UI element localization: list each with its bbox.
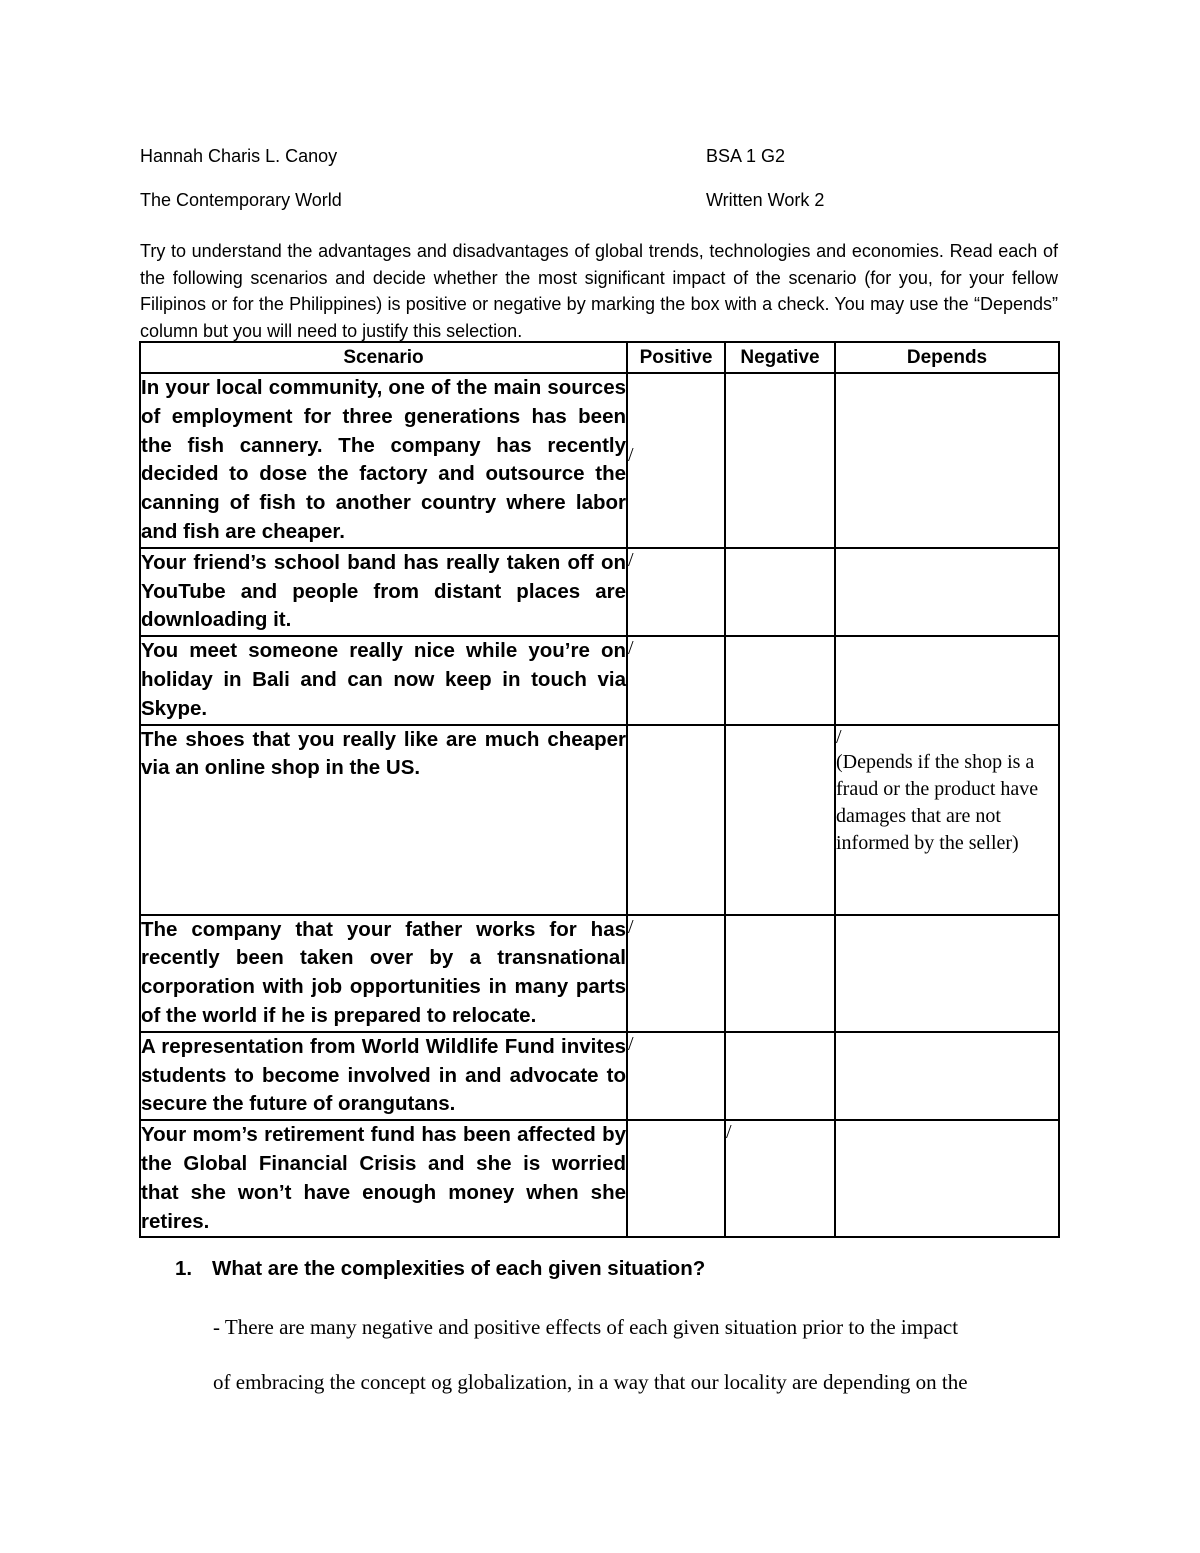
positive-cell bbox=[627, 1120, 725, 1237]
header-positive: Positive bbox=[627, 342, 725, 373]
depends-mark: / bbox=[836, 725, 842, 748]
scenario-cell: A representation from World Wildlife Fund invites students to become involved in and advocate to secure the future of orangutans. bbox=[140, 1032, 627, 1120]
scenario-cell: You meet someone really nice while you’re on holiday in Bali and can now keep in touch via Skype. bbox=[140, 636, 627, 724]
positive-cell bbox=[627, 725, 725, 915]
negative-cell bbox=[725, 548, 835, 636]
student-name: Hannah Charis L. Canoy bbox=[140, 146, 338, 166]
header-scenario: Scenario bbox=[140, 342, 627, 373]
question-1 bbox=[175, 1257, 705, 1281]
table-row bbox=[140, 548, 1059, 636]
positive-cell: / bbox=[627, 548, 725, 636]
scenario-cell: Your mom’s retirement fund has been affected by the Global Financial Crisis and she is worried that she won’t have enough money when she retires. bbox=[140, 1120, 627, 1237]
scenario-cell: The company that your father works for has recently been taken over by a transnational corporation with job opportunities in many parts of the world if he is prepared to relocate. bbox=[140, 915, 627, 1032]
depends-cell bbox=[835, 915, 1059, 1032]
table-row bbox=[140, 636, 1059, 724]
scenario-table bbox=[139, 341, 1060, 1238]
table-header-row bbox=[140, 342, 1059, 373]
negative-cell bbox=[725, 725, 835, 915]
course-title: The Contemporary World bbox=[140, 190, 342, 210]
answer-line-2: of embracing the concept og globalization, in a way that our locality are depending on the bbox=[213, 1370, 968, 1394]
scenario-cell: The shoes that you really like are much cheaper via an online shop in the US. bbox=[140, 725, 627, 915]
depends-cell bbox=[835, 548, 1059, 636]
work-title: Written Work 2 bbox=[706, 190, 825, 210]
negative-cell: / bbox=[725, 1120, 835, 1237]
depends-cell bbox=[835, 1120, 1059, 1237]
positive-cell: / bbox=[627, 915, 725, 1032]
student-section: BSA 1 G2 bbox=[706, 146, 786, 166]
header-negative: Negative bbox=[725, 342, 835, 373]
depends-cell bbox=[835, 373, 1059, 548]
answer-line-1: - There are many negative and positive effects of each given situation prior to the impact bbox=[213, 1315, 959, 1339]
scenario-cell: In your local community, one of the main sources of employment for three generations has been the fish cannery. The company has recently decided to dose the factory and outsource the canning of fish to another country where labor and fish are cheaper. bbox=[140, 373, 627, 548]
table-row bbox=[140, 725, 1059, 915]
table-row bbox=[140, 1120, 1059, 1237]
depends-cell bbox=[835, 636, 1059, 724]
table-row bbox=[140, 373, 1059, 548]
negative-cell bbox=[725, 636, 835, 724]
positive-cell: / bbox=[627, 373, 725, 548]
depends-note: (Depends if the shop is a fraud or the product have damages that are not informed by the seller) bbox=[836, 750, 1039, 854]
positive-cell: / bbox=[627, 636, 725, 724]
table-row bbox=[140, 915, 1059, 1032]
header-depends: Depends bbox=[835, 342, 1059, 373]
negative-cell bbox=[725, 915, 835, 1032]
question-text: What are the complexities of each given situation? bbox=[212, 1257, 706, 1280]
negative-cell bbox=[725, 1032, 835, 1120]
table-row bbox=[140, 1032, 1059, 1120]
instructions-paragraph: Try to understand the advantages and disadvantages of global trends, technologies and economies. Read each of the following scenarios and decide whether the most significant impact of the scenario (for you, for your fellow Filipinos or for the Philippines) is positive or negative by marking the box with a check. You may use the “Depends” column but you will need to justify this selection. bbox=[140, 241, 1058, 341]
question-number: 1. bbox=[175, 1257, 193, 1280]
negative-cell bbox=[725, 373, 835, 548]
depends-cell bbox=[835, 725, 1059, 915]
positive-cell: / bbox=[627, 1032, 725, 1120]
depends-cell bbox=[835, 1032, 1059, 1120]
scenario-cell: Your friend’s school band has really taken off on YouTube and people from distant places are downloading it. bbox=[140, 548, 627, 636]
